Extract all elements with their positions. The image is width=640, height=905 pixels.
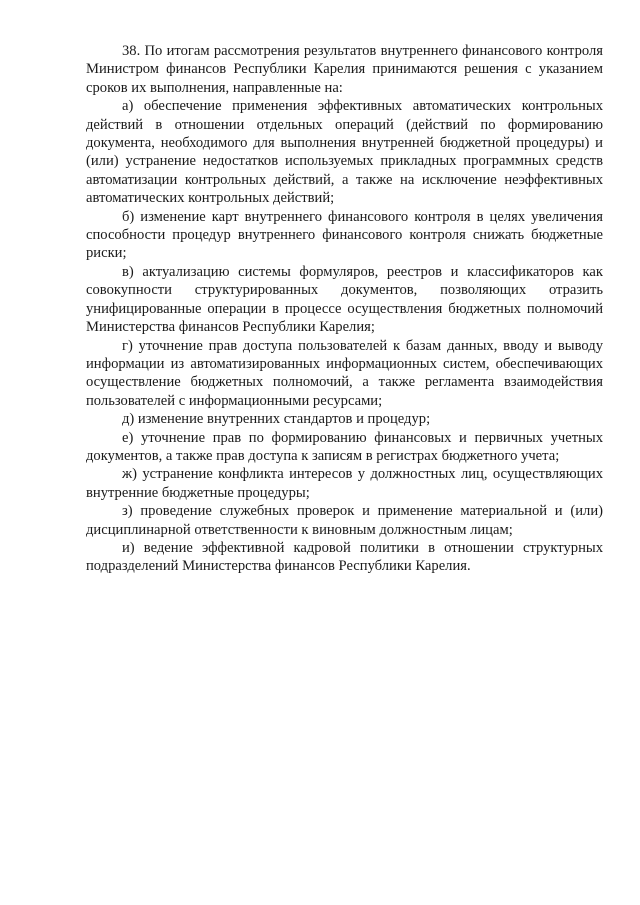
paragraph-item-g: г) уточнение прав доступа пользователей к базам данных, вводу и выводу информации из автоматизированных информационных систем, обеспечивающих осуществление бюджетных полномочий, а также регламента взаимодействия пользователей с информационными ресурсами; (86, 337, 603, 409)
paragraph-item-e: е) уточнение прав по формированию финансовых и первичных учетных документов, а также прав доступа к записям в регистрах бюджетного учета; (86, 429, 603, 464)
document-page (86, 42, 603, 576)
paragraph-item-zh: ж) устранение конфликта интересов у должностных лиц, осуществляющих внутренние бюджетные процедуры; (86, 466, 603, 501)
paragraph-item-a: а) обеспечение применения эффективных автоматических контрольных действий в отношении отдельных операций (действий по формированию документа, необходимого для выполнения внутренней бюджетной процедуры) и (или) устранение недостатков используемых прикладных программных средств автоматизации контрольных действий, а также на исключение неэффективных автоматических контрольных действий; (86, 98, 603, 207)
paragraph-item-z: з) проведение служебных проверок и применение материальной и (или) дисциплинарной ответственности к виновным должностным лицам; (86, 503, 603, 538)
paragraph-item-v: в) актуализацию системы формуляров, реестров и классификаторов как совокупности структурированных документов, позволяющих отразить унифицированные операции в процессе осуществления бюджетных полномочий Министерства финансов Республики Карелия; (86, 263, 603, 336)
paragraph-item-b: б) изменение карт внутреннего финансового контроля в целях увеличения способности процедур внутреннего финансового контроля снижать бюджетные риски; (86, 208, 603, 262)
paragraph-item-i: и) ведение эффективной кадровой политики в отношении структурных подразделений Министерства финансов Республики Карелия. (86, 539, 603, 575)
paragraph-38-intro: 38. По итогам рассмотрения результатов внутреннего финансового контроля Министром финансов Республики Карелия принимаются решения с указанием сроков их выполнения, направленные на: (86, 43, 603, 96)
paragraph-item-d: д) изменение внутренних стандартов и процедур; (122, 411, 431, 428)
